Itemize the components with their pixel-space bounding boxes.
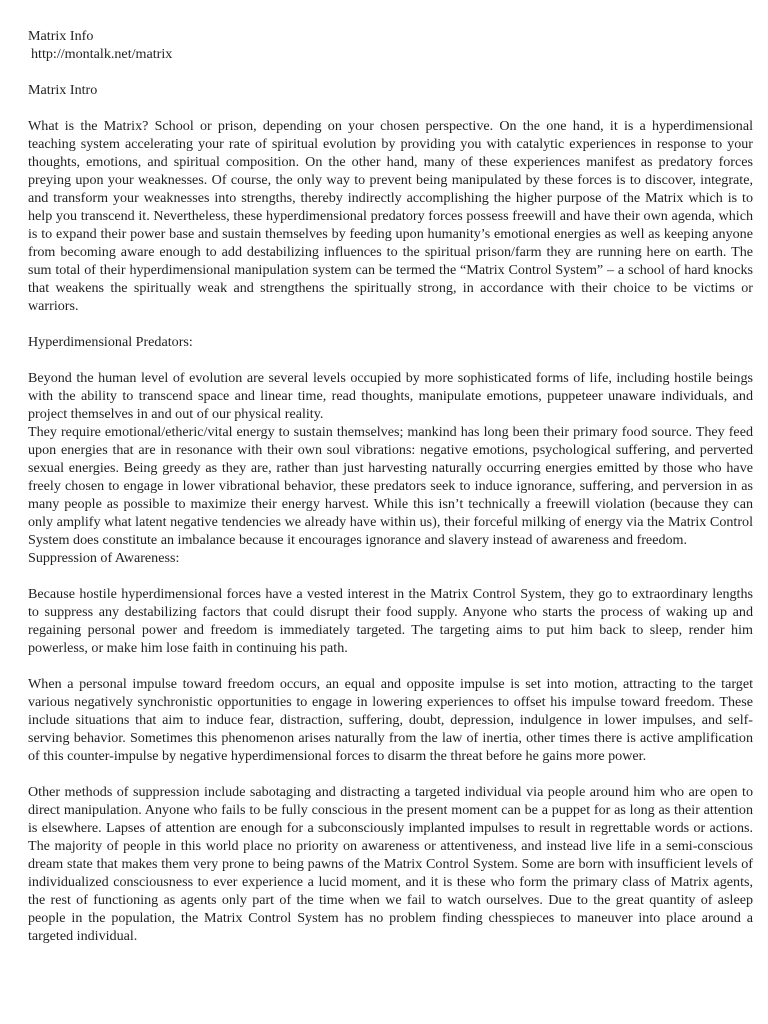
paragraph-suppression-1: Because hostile hyperdimensional forces have a vested interest in the Matrix Control System, they go to extraordinary lengths to suppress any destabilizing factors that could disrupt their food supply. Anyone who starts the process of waking up and regaining personal power and freedom is immediately targeted. The targeting aims to put him back to sleep, render him powerless, or make him lose faith in continuing his path. bbox=[28, 586, 753, 656]
paragraph-intro: What is the Matrix? School or prison, depending on your chosen perspective. On the one hand, it is a hyperdimensional teaching system accelerating your rate of spiritual evolution by providing you with catalytic experiences in response to your thoughts, emotions, and spiritual composition. On the other hand, many of these experiences manifest as predatory forces preying upon your weaknesses. Of course, the only way to prevent being manipulated by these forces is to discover, integrate, and transform your weaknesses into strengths, thereby indirectly accomplishing the higher purpose of the Matrix which is to help you transcend it. Nevertheless, these hyperdimensional predatory forces possess freewill and have their own agenda, which is to expand their power base and sustain themselves by feeding upon humanity’s emotional energies as well as keeping anyone from becoming aware enough to add destabilizing influences to the spiritual prison/farm they are running here on earth. The sum total of their hyperdimensional manipulation system can be termed the “Matrix Control System” – a school of hard knocks that weakens the spiritually weak and strengthens the spiritually strong, in accordance with their choice to be victims or warriors. bbox=[28, 118, 753, 314]
section-heading-suppression: Suppression of Awareness: bbox=[28, 550, 180, 566]
section-heading-intro: Matrix Intro bbox=[28, 82, 98, 98]
paragraph-suppression-3: Other methods of suppression include sabotaging and distracting a targeted individual via people around him who are open to direct manipulation. Anyone who fails to be fully conscious in the present moment can be a puppet for as long as their attention is elsewhere. Lapses of attention are enough for a subconsciously implanted impulses to result in regrettable words or actions. The majority of people in this world place no priority on awareness or attentiveness, and instead live life in a semi-conscious dream state that makes them very prone to being pawns of the Matrix Control System. Some are born with insufficient levels of individualized consciousness to ever experience a lucid moment, and it is these who form the primary class of Matrix agents, the rest of functioning as agents only part of the time when we fail to watch ourselves. Due to the great quantity of asleep people in the population, the Matrix Control System has no problem finding chesspieces to maneuver into place around a targeted individual. bbox=[28, 784, 753, 944]
paragraph-predators-1: Beyond the human level of evolution are several levels occupied by more sophisticated forms of life, including hostile beings with the ability to transcend space and linear time, read thoughts, manipulate emotions, puppeteer unaware individuals, and project themselves in and out of our physical reality. bbox=[28, 370, 753, 422]
section-heading-predators: Hyperdimensional Predators: bbox=[28, 334, 193, 350]
spacer bbox=[28, 63, 753, 81]
paragraph-predators-2: They require emotional/etheric/vital energy to sustain themselves; mankind has long been their primary food source. They feed upon energies that are in resonance with their own soul vibrations: negative emotions, psychological suffering, and perverted sexual energies. Being greedy as they are, rather than just harvesting naturally occurring energies emitted by those who have freely chosen to engage in lower vibrational behavior, these predators seek to induce ignorance, suffering, and perversion in as many people as possible to maximize their energy harvest. While this isn’t technically a freewill violation (because they can only amplify what latent negative tendencies we already have within us), their forceful milking of energy via the Matrix Control System does constitute an imbalance because it encourages ignorance and slavery instead of awareness and freedom. bbox=[28, 424, 753, 548]
document-page bbox=[28, 27, 753, 963]
document-title: Matrix Info bbox=[28, 28, 94, 44]
paragraph-suppression-2: When a personal impulse toward freedom occurs, an equal and opposite impulse is set into motion, attracting to the target various negatively synchronistic opportunities to engage in lowering experiences to offset his impulse toward freedom. These include situations that aim to induce fear, distraction, suffering, doubt, depression, indulgence in lower impulses, and self-serving behavior. Sometimes this phenomenon arises naturally from the law of inertia, other times there is active amplification of this counter-impulse by negative hyperdimensional forces to disarm the threat before he gains more power. bbox=[28, 676, 753, 764]
source-url-link[interactable]: http://montalk.net/matrix bbox=[31, 46, 173, 62]
